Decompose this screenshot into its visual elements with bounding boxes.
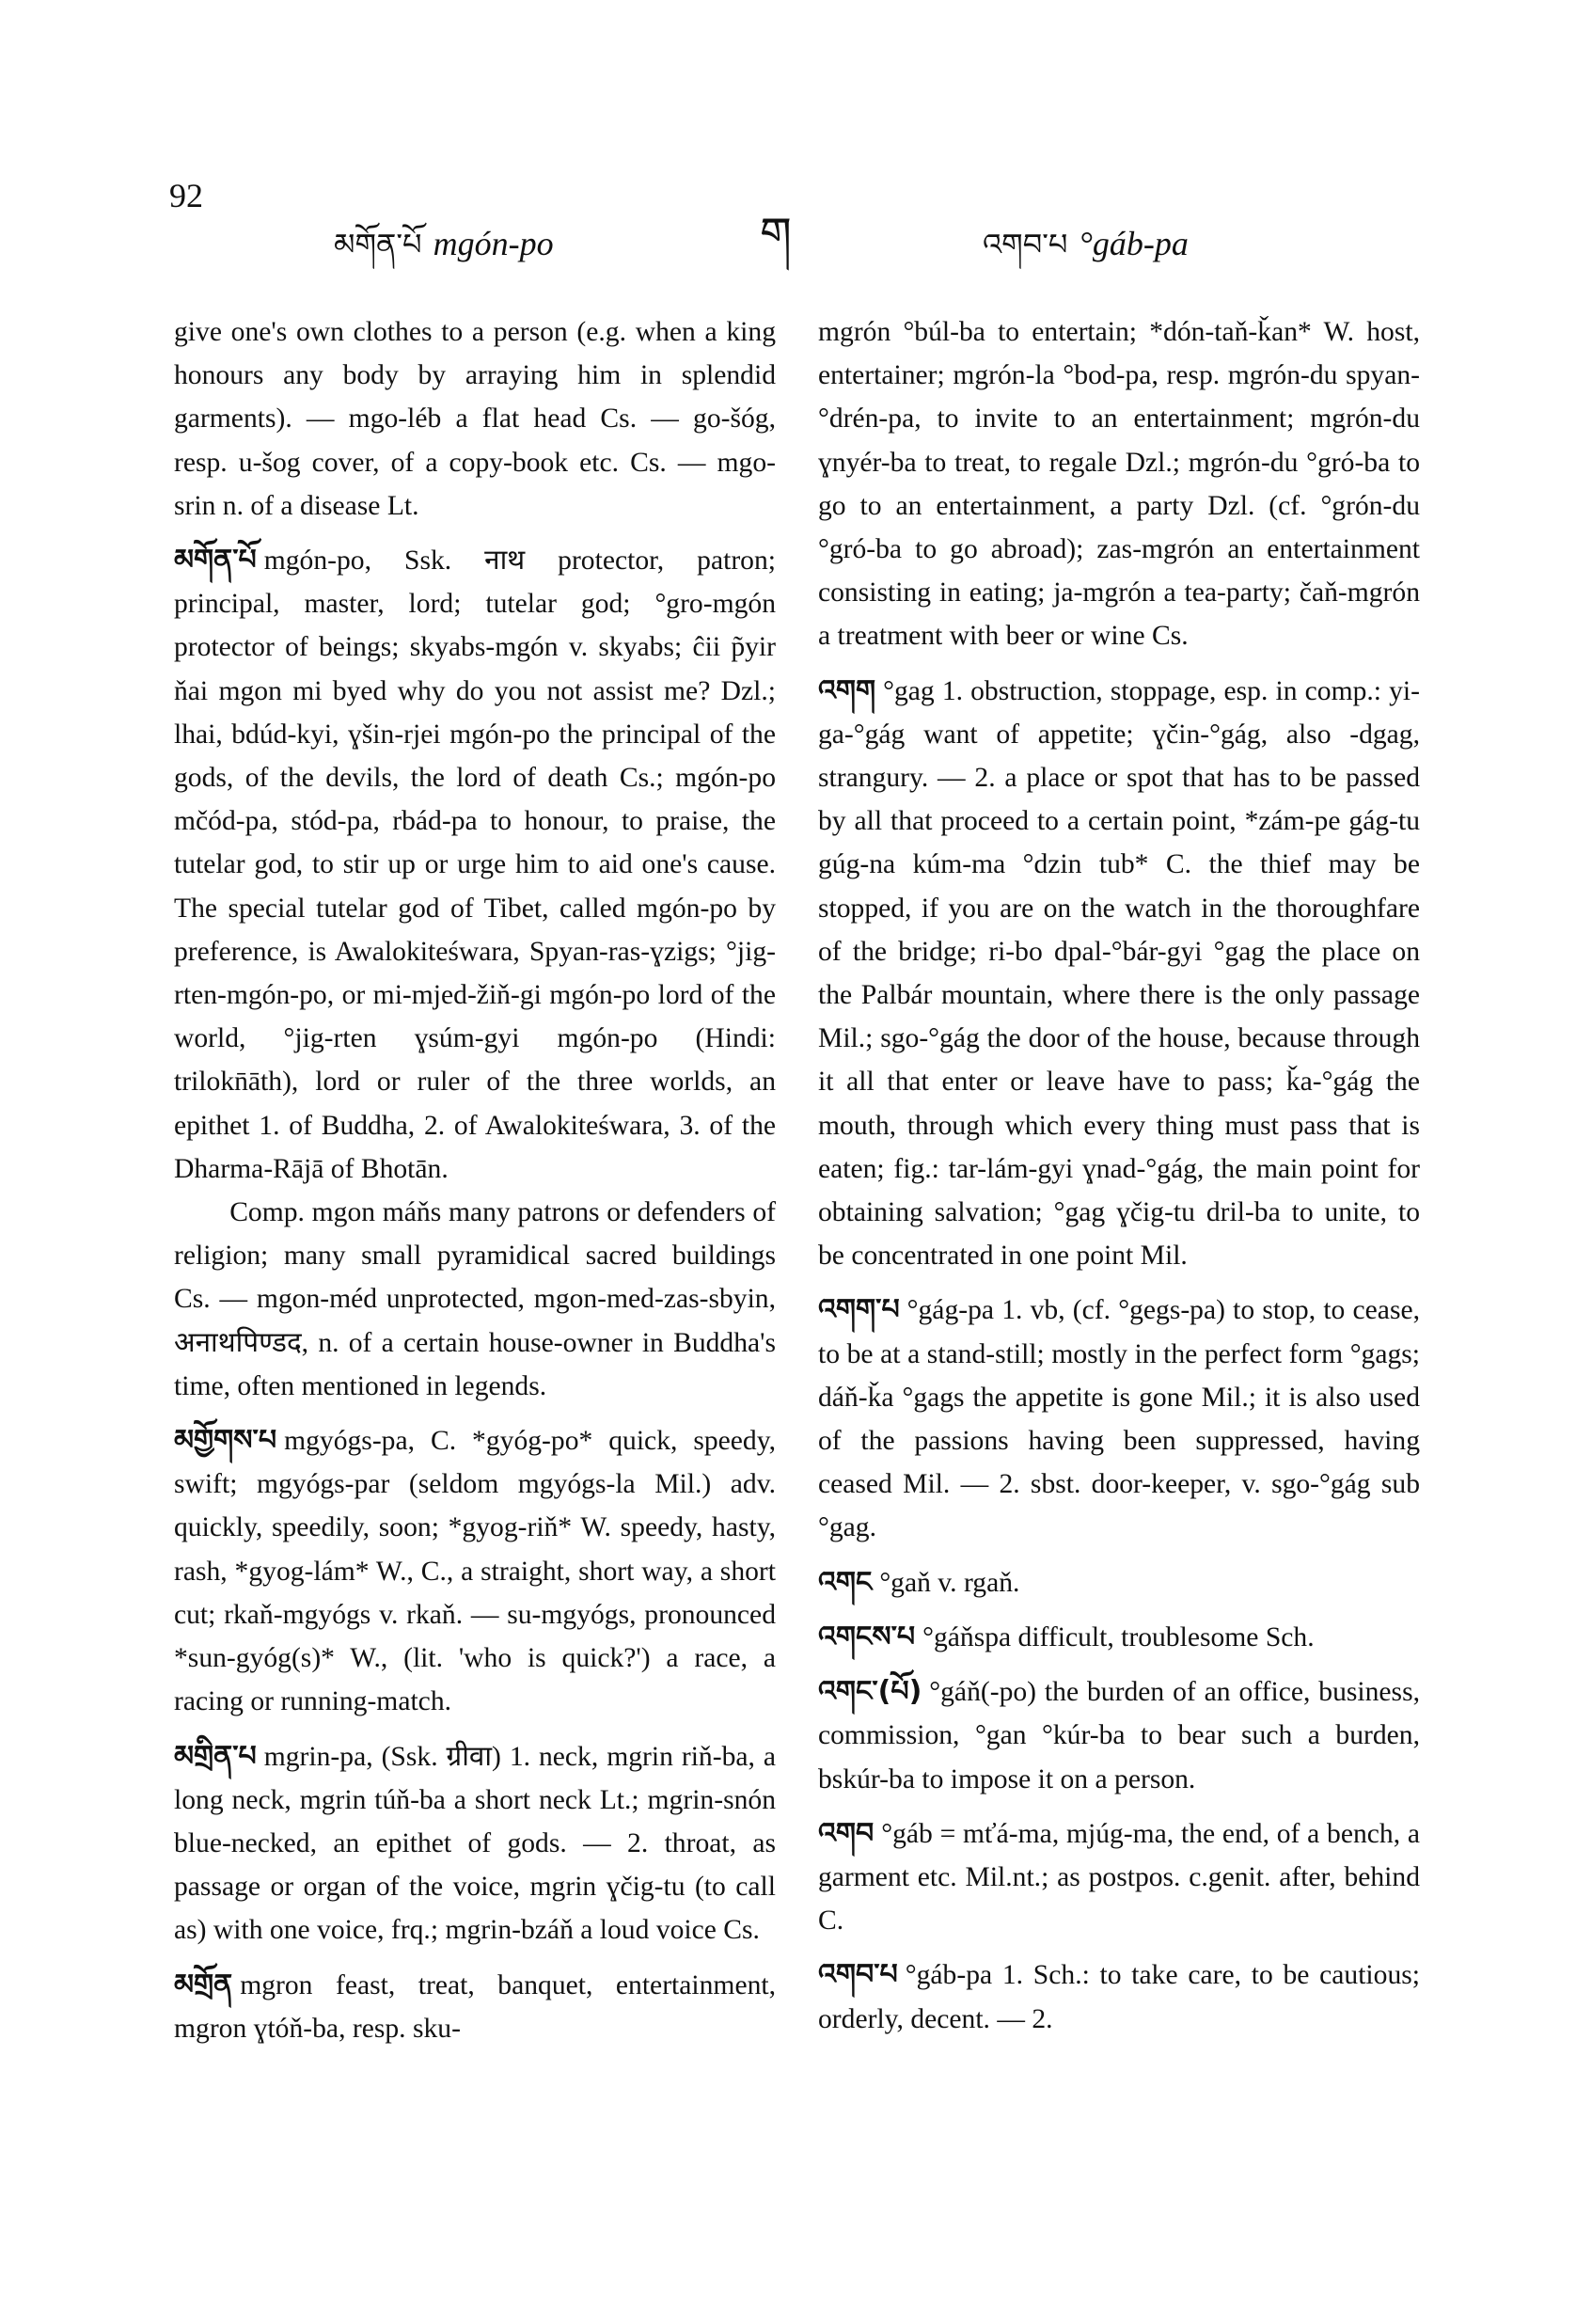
entry-gan-po: འགང་(པོ) °gáň(-po) the burden of an office, business, commission, °gan °kúr-ba to bear such a burden, bskúr-ba to impose it on a person.	[818, 1675, 1420, 1794]
right-column	[818, 310, 1420, 2267]
entry-mgyogs-pa: མགྱོགས་པ mgyógs-pa, C. *gyóg-po* quick, speedy, swift; mgyógs-par (seldom mgyógs-la Mil.) adv. quickly, speedily, soon; *gyog-riň* W. speedy, hasty, rash, *gyog-lám* W., C., a straight, short way, a short cut; rkaň-mgyógs v. rkaň. — su-mgyógs, pronounced *sun-gyóg(s)* W., (lit. 'who is quick?') a race, a racing or running-match.	[174, 1424, 776, 1717]
running-head-center-letter: ག	[760, 210, 792, 260]
running-head-left-translit: mgón-po	[433, 225, 554, 262]
running-head-right-translit: °gáb-pa	[1079, 225, 1189, 262]
headword: འགང	[818, 1565, 873, 1599]
headword: འགག་པ	[818, 1293, 900, 1327]
entry-gag-pa: འགག་པ °gág-pa 1. vb, (cf. °gegs-pa) to stop, to cease, to be at a stand-still; mostly in the perfect form °gags; dáň-ǩa °gags the appetite is gone Mil.; it is also used of the passions having been suppressed, having ceased Mil. — 2. sbst. door-keeper, v. sgo-°gág sub °gag.	[818, 1293, 1420, 1543]
entry-gan: འགང °gaň v. rgaň.	[818, 1565, 1020, 1599]
headword: མགོན་པོ	[174, 544, 257, 577]
entry-mgon-po-comp: Comp. mgon máňs many patrons or defenders of religion; many small pyramidical sacred buildings Cs. — mgon-méd unprotected, mgon-med-zas-sbyin, अनाथपिण्डद, n. of a certain house-owner in Buddha's time, often mentioned in legends.	[174, 1197, 776, 1401]
entry-mgon-po: མགོན་པོ mgón-po, Ssk. नाथ protector, patron; principal, master, lord; tutelar god; °gro-mgón protector of beings; skyabs-mgón v. skyabs; ĉii p̃yir ňai mgon mi byed why do you not assist me? Dzl.; lhai, bdúd-kyi, ɣšin-rjei mgón-po the principal of the gods, of the devils, the lord of death Cs.; mgón-po mčód-pa, stód-pa, rbád-pa to honour, to praise, the tutelar god, to stir up or urge him to aid one's cause. The special tutelar god of Tibet, called mgón-po by preference, is Awalokiteśwara, Spyan-ras-ɣzigs; °jig-rten-mgón-po, or mi-mjed-žiň-gi mgón-po lord of the world, °jig-rten ɣsúm-gyi mgón-po (Hindi: trilokn̄āth), lord or ruler of the three worlds, an epithet 1. of Buddha, 2. of Awalokiteśwara, 3. of the Dharma-Rājā of Bhotān.	[174, 544, 776, 1184]
headword: འགབ་པ	[818, 1958, 898, 1992]
entry-mgrin-pa: མགྲིན་པ mgrin-pa, (Ssk. ग्रीवा) 1. neck, mgrin riň-ba, a long neck, mgrin túň-ba a short neck Lt.; mgrin-snón blue-necked, an epithet of gods. — 2. throat, as passage or organ of the voice, mgrin ɣčig-tu (to call as) with one voice, frq.; mgrin-bzáň a loud voice Cs.	[174, 1739, 776, 1946]
headword: འགག	[818, 673, 876, 707]
running-head-left	[334, 212, 554, 296]
left-column	[174, 310, 776, 2267]
running-head-left-tibetan: མགོན་པོ	[334, 227, 422, 262]
headword: འགངས་པ	[818, 1620, 916, 1653]
page-number: 92	[169, 177, 203, 214]
page-header	[0, 165, 1576, 262]
entry-continuation: mgrón °búl-ba to entertain; *dón-taň-ǩan* W. host, entertainer; mgrón-la °bod-pa, resp. mgrón-du spyan-°drén-pa, to invite to an entertainment; mgrón-du ɣnyér-ba to treat, to regale Dzl.; mgrón-du °gró-ba to go to an entertainment, a party Dzl. (cf. °grón-du °gró-ba to go abroad); zas-mgrón an entertainment consisting in eating; ja-mgrón a tea-party; čaň-mgrón a treatment with beer or wine Cs.	[818, 317, 1420, 652]
running-head-right	[983, 212, 1189, 296]
entry-gab: འགབ °gáb = mťá-ma, mjúg-ma, the end, of a bench, a garment etc. Mil.nt.; as postpos. c.genit. after, behind C.	[818, 1816, 1420, 1937]
entry-gans-pa: འགངས་པ °gáňspa difficult, troublesome Sch.	[818, 1620, 1315, 1653]
running-head-right-tibetan: འགབ་པ	[983, 227, 1068, 262]
headword: འགབ	[818, 1816, 875, 1850]
entry-continuation: give one's own clothes to a person (e.g. when a king honours any body by arraying him in splendid garments). — mgo-léb a flat head Cs. — go-šóg, resp. u-šog cover, of a copy-book etc. Cs. — mgo-srin n. of a disease Lt.	[174, 317, 776, 521]
headword: མགྱོགས་པ	[174, 1424, 277, 1458]
headword: མགྲིན་པ	[174, 1739, 257, 1773]
headword: འགང་(པོ)	[818, 1675, 922, 1709]
entry-gag: འགག °gag 1. obstruction, stoppage, esp. in comp.: yi-ga-°gág want of appetite; ɣčin-°gág, also -dgag, strangury. — 2. a place or spot that has to be passed by all that proceed to a certain point, *zám-pe gág-tu gúg-na kúm-ma °dzin tub* C. the thief may be stopped, if you are on the watch in the thoroughfare of the bridge; ri-bo dpal-°bár-gyi °gag the place on the Palbár mountain, where there is the only passage Mil.; sgo-°gág the door of the house, because through it all that enter or leave have to pass; ǩa-°gág the mouth, through which every thing must pass that is eaten; fig.: tar-lám-gyi ɣnad-°gág, the main point for obtaining salvation; °gag ɣčig-tu dril-ba to unite, to be concentrated in one point Mil.	[818, 673, 1420, 1272]
headword: མགྲོན	[174, 1968, 233, 2001]
entry-gab-pa: འགབ་པ °gáb-pa 1. Sch.: to take care, to be cautious; orderly, decent. — 2.	[818, 1958, 1420, 2034]
entry-mgron: མགྲོན mgron feast, treat, banquet, entertainment, mgron ɣtóň-ba, resp. sku-	[174, 1968, 776, 2044]
